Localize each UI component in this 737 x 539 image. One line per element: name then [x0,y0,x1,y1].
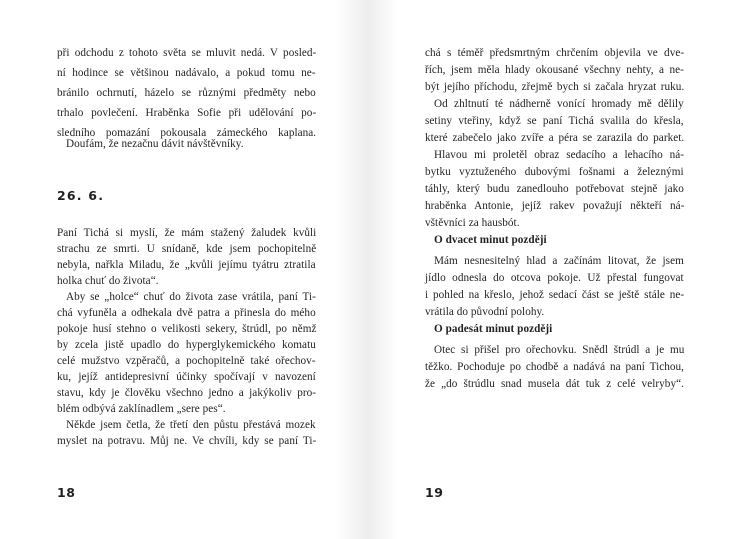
text-line: setiny vteřiny, když se paní Tichá svalila do křesla, [425,115,684,127]
text-line: ku, jejíž antidepresivní účinky spočívají v navození [57,371,316,383]
text-line: strachu ze smrti. U snídaně, kde jsem pochopitelně [57,243,317,255]
text-line: jídlo odnesla do otcova pokoje. Už přestal fungovat [425,272,684,284]
text-line: trhalo povlečení. Hraběnka Sofie při udělování po- [57,107,317,119]
text-line: Hlavou mi proletěl obraz sedacího a lehacího ná- [434,149,685,161]
text-line: Někde jsem četla, že třetí den půstu přestává mozek [66,419,316,431]
text-line: Od zhltnutí té nádherně vonící hromady mě dělily [434,98,684,110]
text-line: Paní Tichá si myslí, že mám stažený žaludek kvůli [57,227,317,239]
text-line: bytku vyztuženého dubovými fošnami a železnými [425,166,684,178]
subheading: O padesát minut později [434,323,553,335]
text-line: blém odbývá zaklínadlem „sere pes“. [57,403,226,415]
text-line: by zcela jistě upadlo do hyperglykemického komatu [57,339,316,351]
subheading: O dvacet minut později [434,234,547,246]
page-number: 19 [425,485,444,500]
text-line: ní hodince se většinou nadávalo, a pokud tomu ne- [57,67,316,79]
text-line: těžko. Pochoduje po chodbě a nadává na paní Tichou, [425,361,685,373]
right-page [368,0,737,539]
text-line: vrátila do původní polohy. [425,306,545,318]
text-line: táhly, který budu zanedlouho potřebovat stejně jako [425,183,684,195]
text-line: stavu, kdy je člověku všechno jedno a jakýkoliv pro- [57,387,317,399]
text-line: hraběnka Antonie, jejíž rakev považují někteří ná- [425,200,685,212]
text-line: sledního pomazání pokousala zámeckého kaplana. [57,127,317,139]
text-line: pokoje husí stehno o velikosti sekery, štrúdl, po němž [57,323,317,335]
text-line: Aby se „holce“ chuť do života zase vrátila, paní Ti- [66,291,316,303]
text-line: i pohled na křeslo, jehož sedací část se ještě stále ne- [425,289,685,301]
gutter-shadow [334,0,368,539]
text-line: řích, jsem měla hlady okousané všechny nehty, a ne- [425,64,684,76]
text-line: Otec si přišel pro ořechovku. Snědl štrúdl a je mu [434,344,685,356]
text-line: bránilo ochrnutí, házelo se různými předměty nebo [57,87,316,99]
text-line: vštěvníci za hausbót. [425,217,520,229]
text-line: které zabečelo jako zvíře a péra se zarazila do parket. [425,132,685,144]
gutter-shadow [368,0,398,539]
text-line: při odchodu z tohoto světa se mluvit nedá. V posled- [57,47,317,59]
text-line: chá s téměř předsmrtným chrčením objevila ve dve- [425,47,685,59]
text-line: být jejího příchodu, zřejmě bych si začala hryzat ruku. [425,81,685,93]
text-line: holka chuť do života“. [57,275,159,287]
text-line: Doufám, že nezačnu dávit návštěvníky. [66,138,244,150]
left-page [0,0,368,539]
text-line: celé mužstvo vzpěračů, a pochopitelně také ořechov- [57,355,316,367]
text-line: nebyla, nařkla Miladu, že „kvůli jejímu tyátru ztratila [57,259,316,271]
text-line: že „do štrúdlu snad musela dát tuk z celé velryby“. [425,378,684,390]
page-number: 18 [57,485,76,500]
text-line: myslet na potravu. Můj ne. Ve chvíli, kdy se paní Ti- [57,435,317,447]
section-heading: 26. 6. [57,188,105,203]
text-line: chá vyfuněla a odhekala dvě patra a přinesla do mého [57,307,316,319]
text-line: Mám nesnesitelný hlad a začínám litovat, že jsem [434,255,684,267]
